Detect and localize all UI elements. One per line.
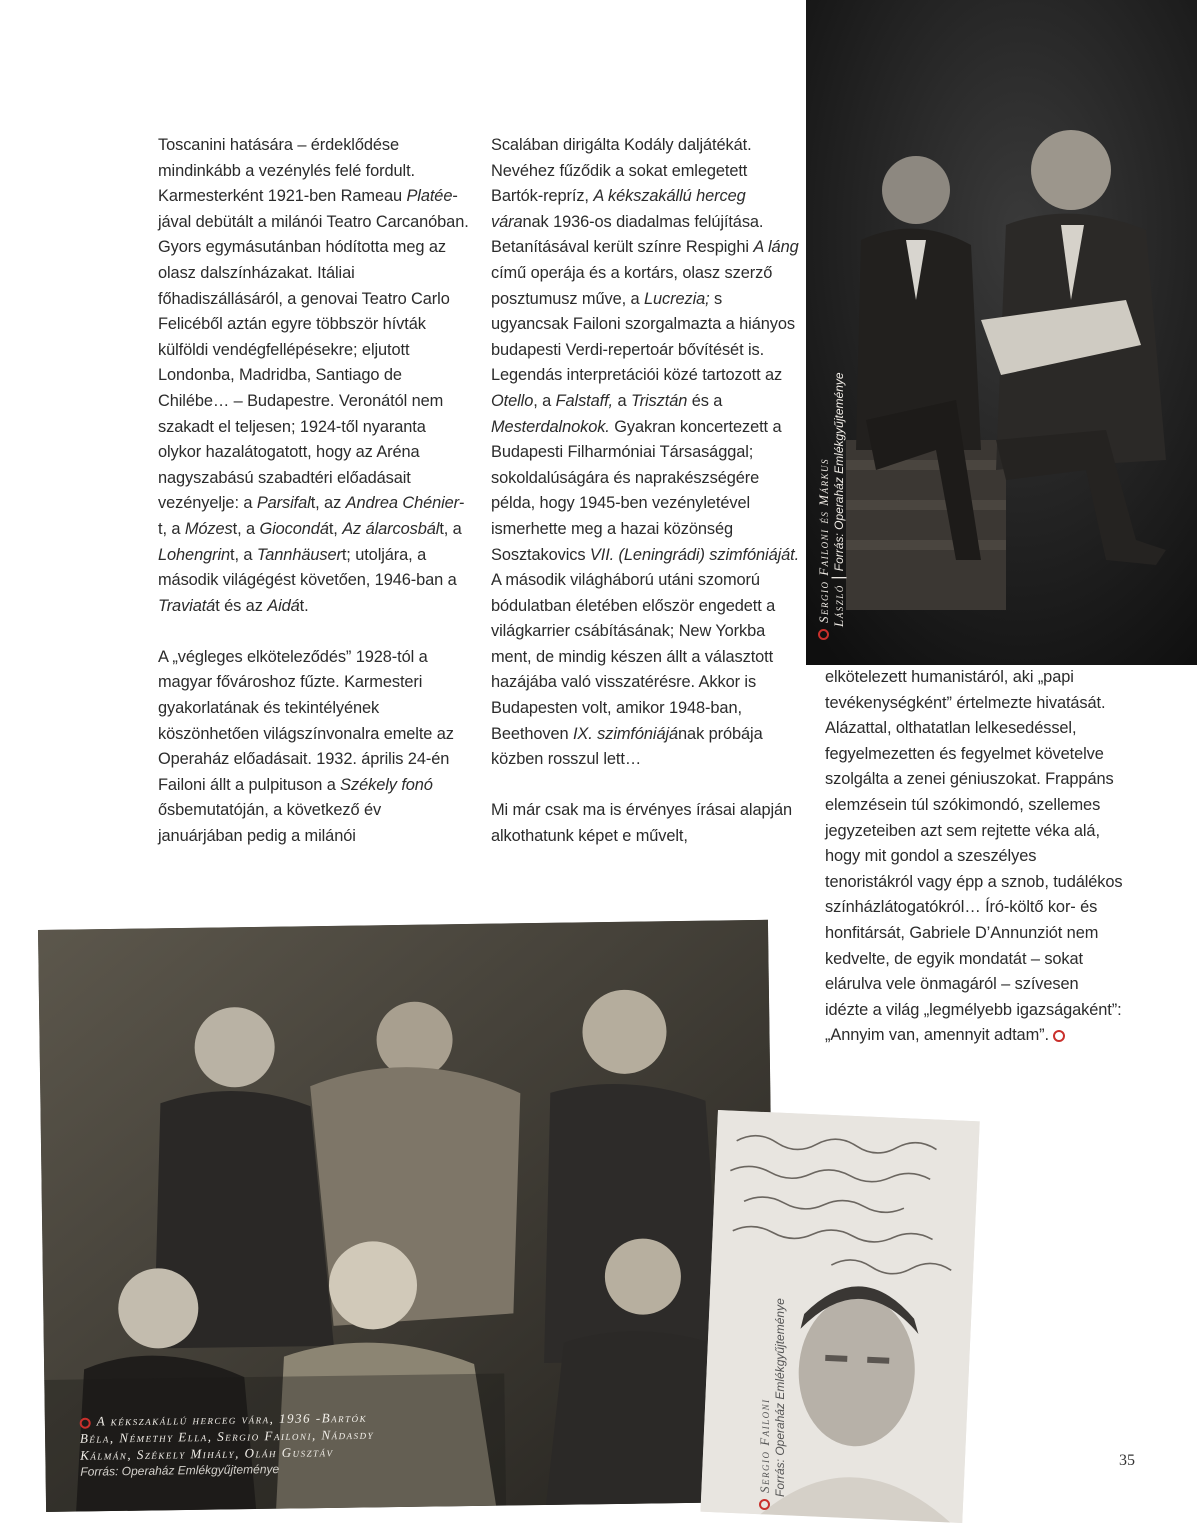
- caption-bullet-icon: [818, 629, 829, 640]
- photo-sergio-failoni-portrait: [700, 1110, 979, 1523]
- italic-title: Platée: [406, 187, 453, 206]
- photo-sergio-failoni-portrait-image: [700, 1110, 979, 1523]
- italic-title: VII. (Leningrádi) szimfóniáját.: [589, 545, 800, 564]
- italic-title: IX. szimfóniájá: [572, 724, 679, 743]
- italic-title: Székely fonó: [340, 775, 433, 794]
- body-paragraph: A „végleges elköteleződés” 1928-tól a magyar fővároshoz fűzte. Karmesteri gyakorlatának és tekintélyének köszönhetően világszínvonalra emelte az Operaház előadásait. 1932. április 24-én Failoni állt a pulpituson a Székely fonó ősbemutatóján, a következő év januárjában pedig a milánói: [158, 647, 454, 846]
- caption-kekszakallu-cast: A kékszakállú herceg vára, 1936 -Bartók Béla, Némethy Ella, Sergio Failoni, Nádasdy Kálmán, Székely Mihály, Oláh Gusztáv Forrás: Operaház Emlékgyűjteménye: [79, 1409, 375, 1479]
- body-paragraph: Toscanini hatására – érdeklődése mindinkább a vezénylés felé fordult. Karmesterként 1921-ben Rameau Platée-jával debütált a milánói Teatro Carcanóban. Gyors egymásutánban hódította meg az olasz dalszínházakat. Itáliai főhadiszállásáról, a genovai Teatro Carlo Felicéből aztán egyre többször hívták külföldi vendégfellépésekre; eljutott Londonba, Madridba, Santiago de Chilébe… – Budapestre. Veronától nem szakadt el teljesen; 1924-től nyaranta olykor hazalátogatott, hogy az Aréna nagyszabású szabadtéri előadásait vezényelje: a Parsifalt, az Andrea Chénier-t, a Mózest, a Giocondát, Az álarcosbált, a Lohengrint, a Tannhäusert; utoljára, a második világégést követően, 1946-ban a Traviatát és az Aidát.: [158, 136, 469, 615]
- text-column-2: [491, 133, 803, 850]
- caption-bullet-icon: [80, 1417, 91, 1428]
- caption-sergio-failoni: Sergio Failoni Forrás: Operaház Emlékgyűjteménye: [757, 1298, 788, 1510]
- italic-title: Mózes: [184, 519, 233, 538]
- body-paragraph: Scalában dirigálta Kodály daljátékát. Nevéhez fűződik a sokat emlegetett Bartók-repríz, A kékszakállú herceg váranak 1936-os diadalmas felújítása. Betanításával került színre Respighi A láng című operája és a kortárs, olasz szerző posztumusz műve, a Lucrezia; s ugyancsak Failoni szorgalmazta a hiányos budapesti Verdi-repertoár bővítését is. Legendás interpretációi közé tartozott az Otello, a Falstaff, a Trisztán és a Mesterdalnokok. Gyakran koncertezett a Budapesti Filharmóniai Társasággal; sokoldalúságára és naprakészségére példa, hogy 1945-ben vezényletével ismerhette meg a hazai közönség Sosztakovics VII. (Leningrádi) szimfóniáját. A második világháború utáni szomorú bódulatban életében először engedett a világkarrier csábításának; New Yorkba ment, de mindig készen állt a választott hazájába való visszatérésre. Akkor is Budapesten volt, amikor 1948-ban, Beethoven IX. szimfóniájának próbája közben rosszul lett…: [491, 136, 800, 769]
- caption-failoni-markus: Sergio Failoni és Márkus László | Forrás: Operaház Emlékgyűjteménye: [816, 372, 847, 640]
- italic-title: Lohengrin: [158, 545, 231, 564]
- photo-failoni-markus-image: [806, 0, 1197, 665]
- italic-title: Falstaff,: [555, 391, 614, 410]
- page-number: 35: [1119, 1452, 1135, 1469]
- italic-title: Traviatá: [158, 596, 216, 615]
- italic-title: Giocondá: [259, 519, 329, 538]
- body-paragraph: Mi már csak ma is érvényes írásai alapján alkothatunk képet e művelt,: [491, 801, 793, 846]
- italic-title: Az álarcosbál: [342, 519, 440, 538]
- text-column-3: [825, 665, 1125, 1049]
- body-paragraph: elkötelezett humanistáról, aki „papi tevékenységként” értelmezte hivatását. Alázattal, olthatatlan lelkesedéssel, fegyelmezetten és fegyelmet követelve szolgálta a zenei géniuszokat. Frappáns elemzésein túl szókimondó, szellemes jegyzeteiben azt sem rejtette véka alá, hogy mit gondol a szeszélyes tenoristákról vagy épp a sznob, tudálékos színházlátogatókról… Író-költő kor- és honfitársát, Gabriele D’Annunziót nem kedvelte, de egyik mondatát – sokat elárulva vele önmagáról – szívesen idézte a világ „legmélyebb igazságaként”: „Annyim van, amennyit adtam”.: [825, 668, 1123, 1045]
- italic-title: Trisztán: [630, 391, 688, 410]
- italic-title: A láng: [753, 238, 799, 257]
- italic-title: Otello: [491, 391, 534, 410]
- italic-title: Mesterdalnokok.: [491, 417, 610, 436]
- end-mark-icon: [1053, 1030, 1065, 1042]
- photo-failoni-markus: [806, 0, 1197, 665]
- italic-title: Aidá: [267, 596, 300, 615]
- italic-title: A kékszakállú herceg vára: [491, 187, 746, 231]
- italic-title: Lucrezia;: [643, 289, 710, 308]
- caption-bullet-icon: [759, 1499, 770, 1510]
- text-column-1: [158, 133, 470, 850]
- italic-title: Parsifal: [256, 494, 311, 513]
- italic-title: Andrea Chénier: [345, 494, 460, 513]
- italic-title: Tannhäuser: [256, 545, 342, 564]
